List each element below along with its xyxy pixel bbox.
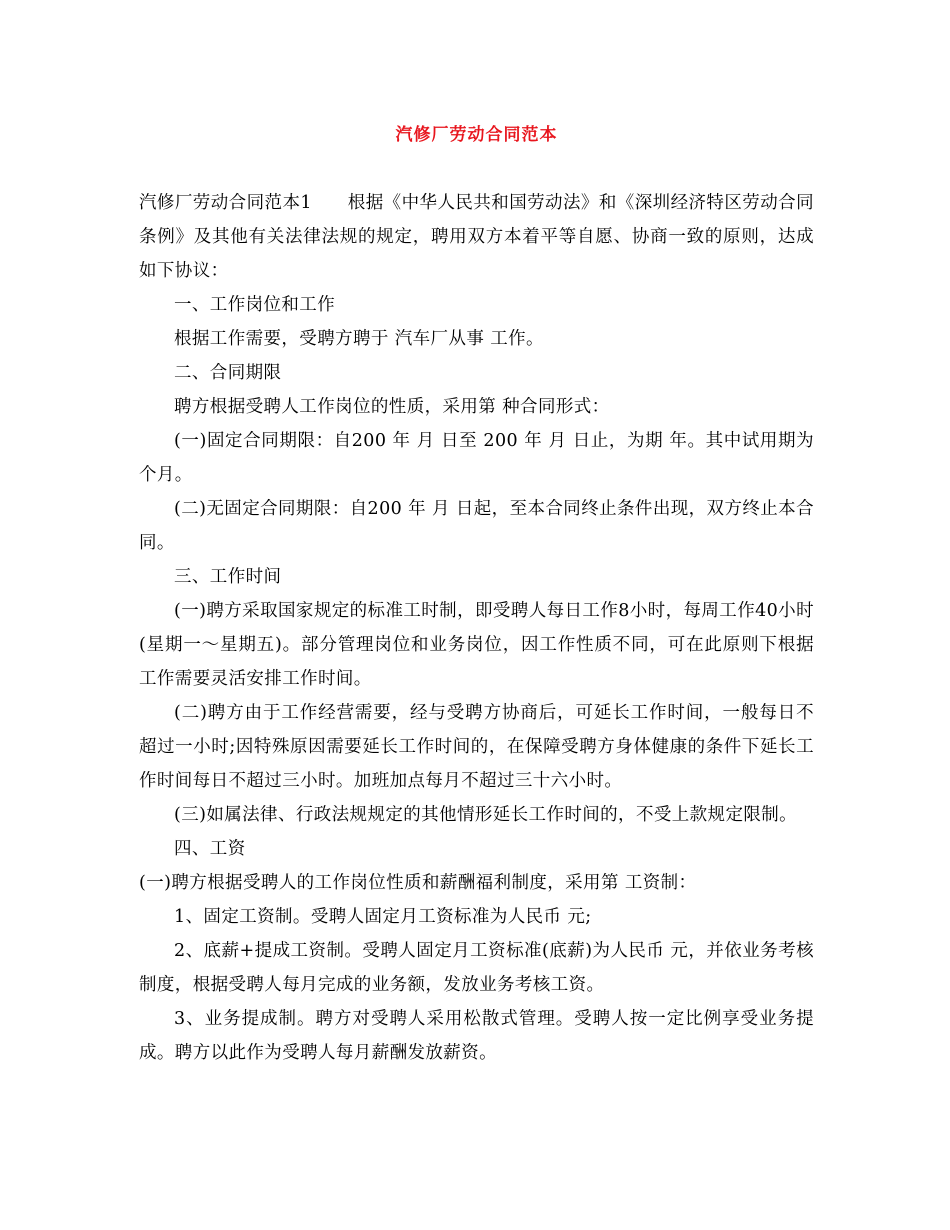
paragraph: (一)固定合同期限：自200 年 月 日至 200 年 月 日止，为期 年。其中试用期为 个月。 bbox=[139, 431, 814, 485]
paragraph: 聘方根据受聘人工作岗位的性质，采用第 种合同形式： bbox=[174, 397, 610, 417]
paragraph: (二)无固定合同期限：自200 年 月 日起，至本合同终止条件出现，双方终止本合同。 bbox=[139, 499, 814, 553]
paragraph: 根据工作需要，受聘方聘于 汽车厂从事 工作。 bbox=[174, 329, 544, 349]
document-title: 汽修厂劳动合同范本 bbox=[395, 125, 558, 145]
document-body bbox=[139, 186, 814, 1070]
paragraph: (一)聘方根据受聘人的工作岗位性质和薪酬福利制度，采用第 工资制： bbox=[139, 873, 697, 893]
paragraph: 1、固定工资制。受聘人固定月工资标准为人民币 元; bbox=[174, 907, 592, 927]
paragraph: 3、业务提成制。聘方对受聘人采用松散式管理。受聘人按一定比例享受业务提成。聘方以此作为受聘人每月薪酬发放薪资。 bbox=[139, 1009, 814, 1063]
paragraph: 2、底薪+提成工资制。受聘人固定月工资标准(底薪)为人民币 元，并依业务考核制度，根据受聘人每月完成的业务额，发放业务考核工资。 bbox=[139, 941, 814, 995]
paragraph: (三)如属法律、行政法规规定的其他情形延长工作时间的，不受上款规定限制。 bbox=[174, 805, 798, 825]
section-heading-4: 四、工资 bbox=[174, 839, 246, 859]
intro-paragraph: 汽修厂劳动合同范本1 根据《中华人民共和国劳动法》和《深圳经济特区劳动合同条例》及其他有关法律法规的规定，聘用双方本着平等自愿、协商一致的原则，达成如下协议： bbox=[139, 193, 814, 281]
paragraph: (一)聘方采取国家规定的标准工时制，即受聘人每日工作8小时，每周工作40小时(星期一～星期五)。部分管理岗位和业务岗位，因工作性质不同，可在此原则下根据工作需要灵活安排工作时间。 bbox=[139, 601, 814, 689]
section-heading-1: 一、工作岗位和工作 bbox=[174, 295, 336, 315]
section-heading-3: 三、工作时间 bbox=[174, 567, 282, 587]
section-heading-2: 二、合同期限 bbox=[174, 363, 282, 383]
paragraph: (二)聘方由于工作经营需要，经与受聘方协商后，可延长工作时间，一般每日不超过一小时;因特殊原因需要延长工作时间的，在保障受聘方身体健康的条件下延长工作时间每日不超过三小时。加班加点每月不超过三十六小时。 bbox=[139, 703, 814, 791]
